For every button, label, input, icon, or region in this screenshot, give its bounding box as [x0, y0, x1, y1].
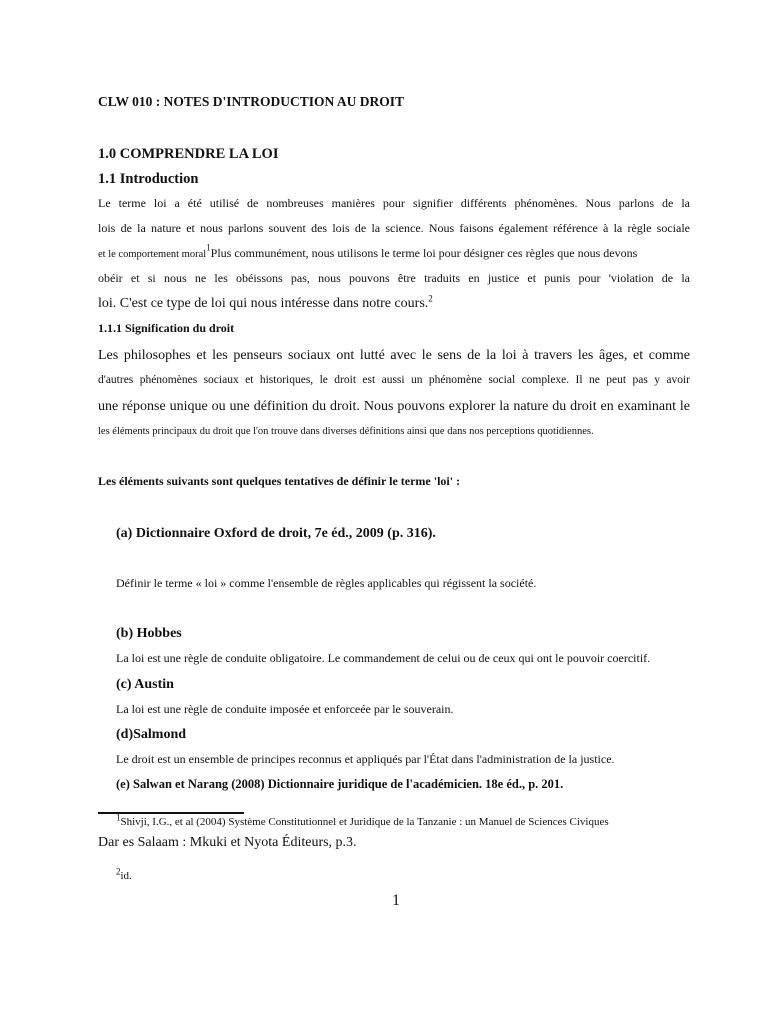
definition-heading-a: (a) Dictionnaire Oxford de droit, 7e éd., 2009 (p. 316). [116, 526, 436, 541]
footnote-ref-2: 2 [428, 293, 433, 304]
footnote-1-line-2: Dar es Salaam : Mkuki et Nyota Éditeurs, p.3. [98, 835, 357, 850]
intro-line-3-start: et le comportement moral [98, 249, 207, 260]
intro-line-1: Le terme loi a été utilisé de nombreuses manières pour signifier différents phénomènes. Nous parlons de la [98, 196, 690, 210]
sub-subsection-heading: 1.1.1 Signification du droit [98, 321, 235, 335]
page-number: 1 [392, 892, 400, 909]
meaning-line-1: Les philosophes et les penseurs sociaux ont lutté avec le sens de la loi à travers les âges, et comme [98, 348, 690, 363]
definition-text-c: La loi est une règle de conduite imposée et enforceée par le souverain. [116, 702, 454, 716]
meaning-line-3: une réponse unique ou une définition du droit. Nous pouvons explorer la nature du droit en examinant le [98, 399, 690, 414]
definition-text-b: La loi est une règle de conduite obligatoire. Le commandement de celui ou de ceux qui ont le pouvoir coercitif. [116, 651, 651, 665]
intro-line-4: obéir et si nous ne les obéissons pas, nous pouvons être traduits en justice et punis pour 'violation de la [98, 271, 690, 285]
footnote-1-line-1: Shivji, I.G., et al (2004) Système Constitutionnel et Juridique de la Tanzanie : un Manuel de Sciences Civiques [120, 816, 609, 828]
definitions-intro: Les éléments suivants sont quelques tentatives de définir le terme 'loi' : [98, 474, 461, 488]
intro-line-2: lois de la nature et nous parlons souvent des lois de la science. Nous faisons également référence à la règle sociale [98, 221, 690, 235]
intro-line-3-end: Plus communément, nous utilisons le terme loi pour désigner ces règles que nous devons [210, 246, 638, 260]
definition-heading-b: (b) Hobbes [116, 626, 182, 641]
subsection-heading: 1.1 Introduction [98, 171, 199, 187]
document-title: CLW 010 : NOTES D'INTRODUCTION AU DROIT [98, 94, 405, 109]
definition-heading-e: (e) Salwan et Narang (2008) Dictionnaire juridique de l'académicien. 18e éd., p. 201. [116, 777, 564, 791]
footnote-2-text: id. [120, 870, 132, 882]
footnote-1-number: 1 [116, 812, 121, 823]
footnote-2-number: 2 [116, 866, 121, 877]
footnote-1 [116, 812, 609, 828]
definition-heading-c: (c) Austin [116, 677, 174, 692]
footnote-2 [116, 866, 132, 882]
intro-line-3 [98, 244, 637, 262]
intro-line-5 [98, 293, 433, 312]
intro-line-5-text: loi. C'est ce type de loi qui nous intéresse dans notre cours. [98, 296, 429, 311]
meaning-line-4: les éléments principaux du droit que l'on trouve dans diverses définitions ainsi que dans nos perceptions quotidiennes. [98, 426, 594, 437]
section-heading: 1.0 COMPRENDRE LA LOI [98, 146, 279, 162]
definition-text-a: Définir le terme « loi » comme l'ensemble de règles applicables qui régissent la société. [116, 576, 537, 590]
footnote-ref-1: 1 [206, 242, 211, 253]
definition-text-d: Le droit est un ensemble de principes reconnus et appliqués par l'État dans l'administration de la justice. [116, 752, 615, 766]
meaning-line-2: d'autres phénomènes sociaux et historiques, le droit est aussi un phénomène social complexe. Il ne peut pas y avoir [98, 374, 690, 386]
definition-heading-d: (d)Salmond [116, 727, 187, 742]
